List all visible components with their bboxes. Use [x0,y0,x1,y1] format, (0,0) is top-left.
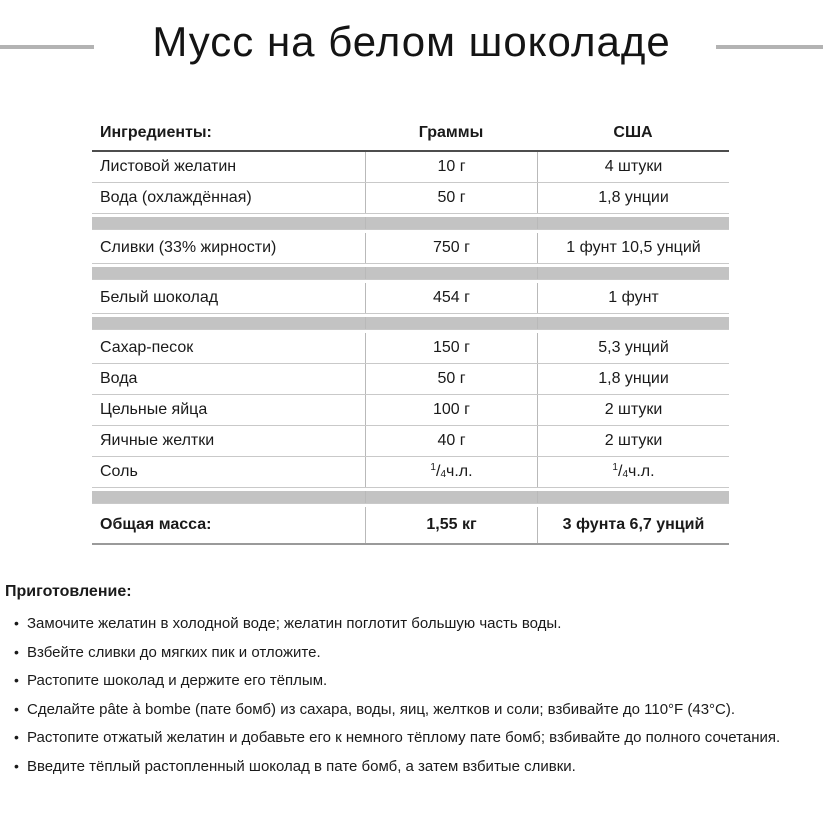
ingredient-name: Соль [100,463,138,480]
ingredient-name: Яичные желтки [100,432,215,449]
bullet-icon: • [14,672,19,688]
separator-cell [537,317,729,329]
bullet-icon: • [14,757,19,774]
bullet-icon: • [14,729,19,745]
preparation-step [5,727,817,750]
us-value: 2 штуки [537,426,729,456]
steps-list [5,613,817,778]
separator-cell [537,217,729,229]
ingredient-name: Вода [100,370,138,387]
ingredient-name: Общая масса: [100,516,212,533]
separator-row [92,267,729,280]
separator-cell [92,217,365,229]
separator-cell [365,217,537,229]
separator-cell [92,267,365,279]
ingredient-row [92,152,729,183]
grams-value: 10 г [365,152,537,182]
grams-value: 150 г [365,333,537,363]
ingredient-row [92,426,729,457]
preparation-step [5,756,817,779]
us-value: 1 фунт [537,283,729,313]
us-value: 5,3 унций [537,333,729,363]
column-header-grams: Граммы [418,124,484,141]
ingredient-row [92,364,729,395]
preparation-step [5,642,817,665]
grams-value: 1,55 кг [365,507,537,543]
table-header-row [92,116,729,152]
ingredient-name: Вода (охлаждённая) [100,189,252,206]
step-text: Замочите желатин в холодной воде; желатин поглотит большую часть воды. [27,615,562,632]
grams-value: 40 г [365,426,537,456]
recipe-header [0,0,823,86]
column-header-ingredients: Ингредиенты: [100,124,212,141]
us-value: 1 фунт 10,5 унций [537,233,729,263]
ingredient-name: Сливки (33% жирности) [100,239,277,256]
ingredient-name: Сахар-песок [100,339,194,356]
step-text: Растопите отжатый желатин и добавьте его к немного тёплому пате бомб; взбивайте до полного сочетания. [27,729,781,746]
us-value: $^1$ / $_4$ ч.л. [537,457,729,487]
ingredient-name: Листовой желатин [100,158,237,175]
grams-value: 454 г [365,283,537,313]
grams-value: $^1$ / $_4$ ч.л. [365,457,537,487]
us-value: 1,8 унции [537,183,729,213]
bullet-icon: • [14,615,19,631]
bullet-icon: • [14,643,19,660]
title-rule-left [0,45,94,49]
bullet-icon: • [14,700,19,717]
us-value: 2 штуки [537,395,729,425]
ingredient-row [92,283,729,314]
separator-cell [537,491,729,503]
separator-row [92,491,729,504]
us-value: 4 штуки [537,152,729,182]
preparation-heading: Приготовление: [5,583,132,600]
separator-cell [365,317,537,329]
us-value: 1,8 унции [537,364,729,394]
preparation-step [5,670,817,693]
step-text: Растопите шоколад и держите его тёплым. [27,672,328,689]
preparation-section [5,583,817,778]
grams-value: 750 г [365,233,537,263]
ingredient-row [92,457,729,488]
us-value: 3 фунта 6,7 унций [537,507,729,543]
ingredients-table [92,116,729,545]
title-rule-right [716,45,823,49]
preparation-step [5,613,817,636]
preparation-step [5,699,817,722]
grams-value: 100 г [365,395,537,425]
ingredient-row [92,183,729,214]
column-header-us: США [613,124,653,141]
ingredient-name: Белый шоколад [100,289,219,306]
total-row [92,507,729,545]
step-text: Сделайте pâte à bombe (пате бомб) из сахара, воды, яиц, желтков и соли; взбивайте до 110°F (43°C). [27,700,736,718]
separator-cell [365,267,537,279]
separator-cell [537,267,729,279]
step-text: Взбейте сливки до мягких пик и отложите. [27,643,321,661]
table-body [92,152,729,545]
step-text: Введите тёплый растопленный шоколад в пате бомб, а затем взбитые сливки. [27,757,576,775]
recipe-title: Мусс на белом шоколаде [152,18,671,65]
grams-value: 50 г [365,183,537,213]
ingredient-name: Цельные яйца [100,401,208,418]
grams-value: 50 г [365,364,537,394]
separator-row [92,317,729,330]
separator-cell [92,317,365,329]
separator-cell [365,491,537,503]
separator-cell [92,491,365,503]
ingredient-row [92,233,729,264]
ingredient-row [92,333,729,364]
separator-row [92,217,729,230]
ingredient-row [92,395,729,426]
